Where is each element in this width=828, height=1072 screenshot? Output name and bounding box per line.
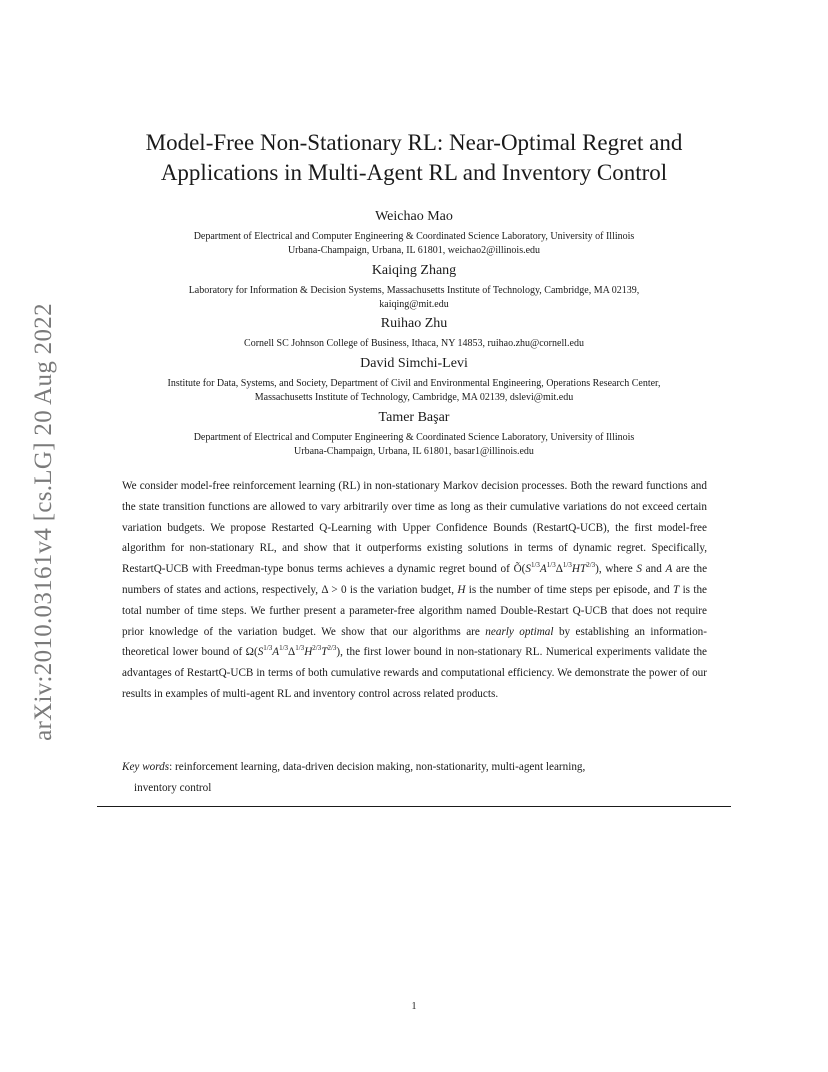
arxiv-identifier (24, 282, 64, 762)
math-symbol-t: T (673, 583, 680, 596)
affiliation-line: Cornell SC Johnson College of Business, Ithaca, NY 14853, ruihao.zhu@cornell.edu (244, 338, 584, 349)
lower-bound-formula: $\Omega(S^{1/3}A^{1/3}\Delta^{1/3}H^{2/3}T^{2/3})$ (245, 644, 341, 659)
author-affiliation (90, 337, 738, 351)
variation-budget-condition: Δ > 0 (321, 583, 347, 596)
keywords: Key words: reinforcement learning, data-driven decision making, non-stationarity, multi-agent learning, inventory control (122, 757, 707, 799)
abstract (122, 476, 707, 705)
section-divider (97, 806, 731, 807)
affiliation-line: Institute for Data, Systems, and Society, Department of Civil and Environmental Engineering, Operations Research Center, (167, 378, 661, 389)
math-symbol-h: H (457, 583, 466, 596)
affiliation-line: Urbana-Champaign, Urbana, IL 61801, weichao2@illinois.edu (287, 244, 541, 256)
abstract-text: We consider model-free reinforcement learning (RL) in non-stationary Markov decision processes. Both the reward functions and the state transition functions are allowed to vary arbitrarily over time as long as their cumulative variations do not exceed certain variation budgets. We propose Restarted Q-Learning with Upper Confidence Bounds (RestartQ-UCB), the first model-free algorithm for non-stationary RL, and show that it outperforms existing solutions in terms of dynamic regret. Specifically, RestartQ-UCB with Freedman-type bonus terms achieves a dynamic regret bound of (122, 480, 707, 576)
keywords-label: Key words (122, 761, 170, 773)
page-number: 1 (411, 1001, 417, 1012)
affiliation-line: kaiqing@mit.edu (379, 298, 449, 310)
math-symbol-s: S (636, 563, 642, 576)
author-affiliation (90, 377, 738, 404)
author-affiliation (90, 284, 738, 311)
upper-bound-formula: $Õ(S^{1/3}A^{1/3}\Delta^{1/3}HT^{2/3})$ (513, 561, 599, 576)
abstract-text: by establishing an information-theoretical lower bound of (122, 625, 707, 659)
title-line-1: Model-Free Non-Stationary RL: Near-Optimal Regret and (145, 130, 683, 155)
author-name: David Simchi-Levi (360, 356, 468, 371)
title-line-2: Applications in Multi-Agent RL and Inventory Control (160, 160, 668, 185)
abstract-text: are the numbers of states and actions, respectively, (122, 563, 708, 596)
keywords-line: inventory control (134, 781, 212, 794)
author-block (90, 208, 738, 257)
keywords-line: reinforcement learning, data-driven decision making, non-stationarity, multi-agent learning, (175, 761, 586, 773)
author-block (90, 355, 738, 404)
author-block (90, 315, 738, 351)
abstract-text: and (645, 563, 662, 576)
affiliation-line: Urbana-Champaign, Urbana, IL 61801, basar1@illinois.edu (294, 445, 534, 457)
author-block (90, 262, 738, 311)
paper-title (100, 128, 728, 188)
arxiv-identifier-text: arXiv:2010.03161v4 [cs.LG] 20 Aug 2022 (30, 303, 57, 741)
abstract-text: , the first lower bound in non-stationary RL. Numerical experiments validate the advantages of RestartQ-UCB in terms of both cumulative rewards and computational efficiency. We demonstrate the power of our results in examples of multi-agent RL and inventory control across related products. (122, 646, 708, 700)
math-symbol-a: A (665, 563, 673, 576)
abstract-text: is the number of time steps per episode, and (468, 583, 670, 596)
author-name: Tamer Başar (378, 410, 450, 425)
abstract-text: , where (598, 563, 633, 576)
author-block (90, 409, 738, 458)
abstract-text: is the variation budget, (349, 583, 455, 596)
affiliation-line: Laboratory for Information & Decision Systems, Massachusetts Institute of Technology, Cambridge, MA 02139, (188, 285, 640, 296)
author-name: Kaiqing Zhang (371, 263, 457, 278)
nearly-optimal-emphasis: nearly optimal (485, 625, 554, 638)
affiliation-line: Department of Electrical and Computer Engineering & Coordinated Science Laboratory, University of Illinois (193, 432, 635, 443)
author-affiliation (90, 230, 738, 257)
abstract-text: is the total number of time steps. We further present a parameter-free algorithm named Double-Restart Q-UCB that does not require prior knowledge of the variation budget. We show that our algorithms are (122, 583, 708, 638)
author-affiliation (90, 431, 738, 458)
affiliation-line: Department of Electrical and Computer Engineering & Coordinated Science Laboratory, University of Illinois (193, 231, 635, 242)
author-name: Weichao Mao (375, 209, 453, 224)
affiliation-line: Massachusetts Institute of Technology, Cambridge, MA 02139, dslevi@mit.edu (254, 391, 574, 403)
author-name: Ruihao Zhu (380, 316, 448, 331)
